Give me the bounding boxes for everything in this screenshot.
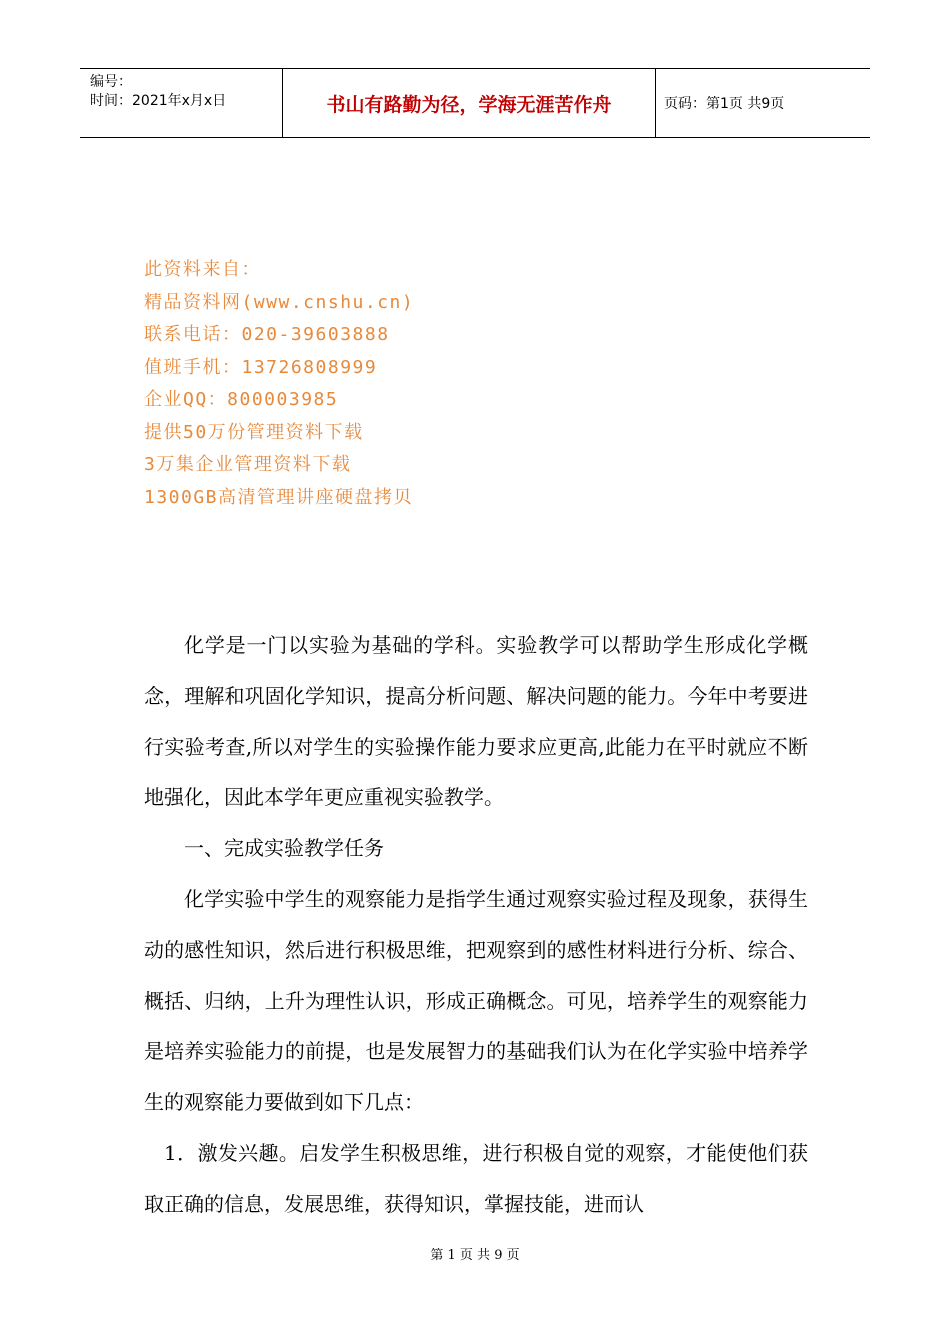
- section-heading: 一、完成实验教学任务: [184, 836, 384, 861]
- header-meta-cell: [80, 69, 283, 137]
- document-date-label: 时间：2021年x月x日: [90, 93, 227, 109]
- header-motto: 书山有路勤为径，学海无涯苦作舟: [326, 94, 612, 116]
- document-body: [144, 620, 808, 1230]
- header-page-cell: [656, 69, 870, 137]
- body-paragraph: 化学实验中学生的观察能力是指学生通过观察实验过程及现象，获得生动的感性知识，然后进行积极思维，把观察到的感性材料进行分析、综合、概括、归纳，上升为理性认识，形成正确概念。可见，培养学生的观察能力是培养实验能力的前提，也是发展智力的基础我们认为在化学实验中培养学生的观察能力要做到如下几点：: [144, 886, 808, 1115]
- ad-line: 1300GB高清管理讲座硬盘拷贝: [144, 486, 414, 508]
- header-motto-cell: [283, 69, 656, 137]
- ad-line: 联系电话：020-39603888: [144, 324, 390, 345]
- header-page-number: 页码：第1页 共9页: [664, 96, 785, 112]
- ad-line: 3万集企业管理资料下载: [144, 454, 352, 475]
- document-header: [80, 68, 870, 138]
- ad-line: 值班手机：13726808999: [144, 356, 378, 378]
- ad-line: 此资料来自：: [144, 259, 261, 280]
- body-paragraph: 化学是一门以实验为基础的学科。实验教学可以帮助学生形成化学概念，理解和巩固化学知识，提高分析问题、解决问题的能力。今年中考要进行实验考查,所以对学生的实验操作能力要求应更高,此能力在平时就应不断地强化，因此本学年更应重视实验教学。: [144, 633, 808, 810]
- page-footer: 第 1 页 共 9 页: [430, 1248, 520, 1263]
- ad-line: 精品资料网(www.cnshu.cn): [144, 291, 415, 313]
- source-advertisement: [144, 254, 414, 514]
- ad-line: 提供50万份管理资料下载: [144, 421, 364, 443]
- document-number-label: 编号：: [90, 74, 132, 90]
- ad-line: 企业QQ：800003985: [144, 389, 339, 410]
- numbered-item: 1．激发兴趣。启发学生积极思维，进行积极自觉的观察，才能使他们获取正确的信息，发展思维，获得知识，掌握技能，进而认: [144, 1140, 808, 1216]
